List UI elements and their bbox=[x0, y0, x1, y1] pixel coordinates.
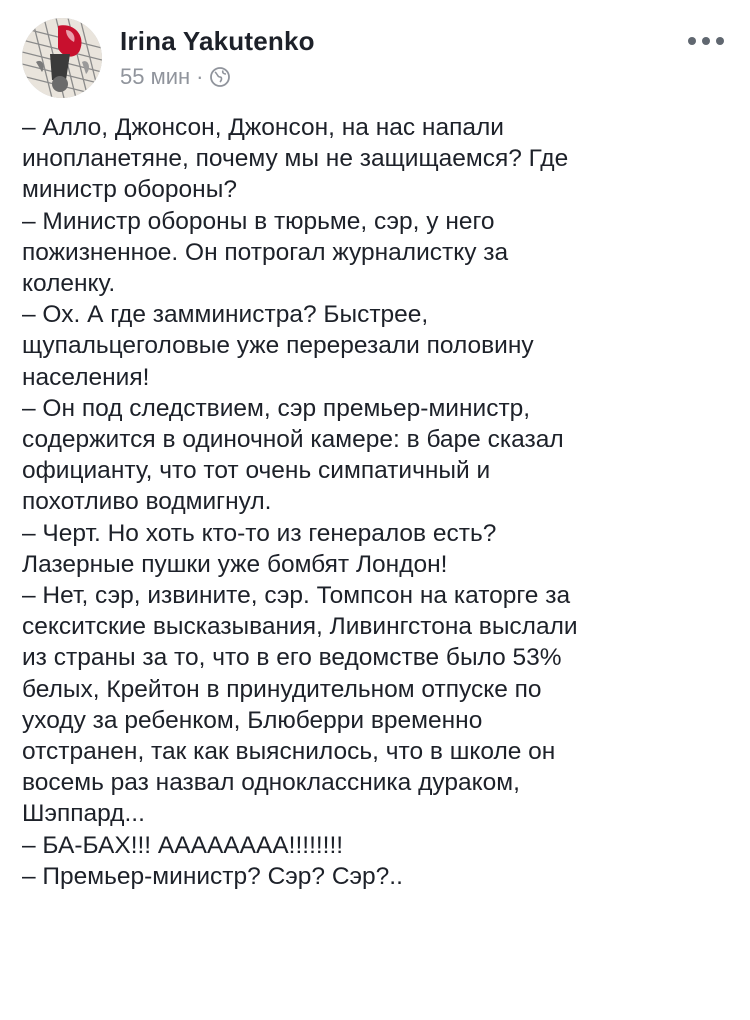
more-dot bbox=[716, 37, 724, 45]
avatar[interactable] bbox=[22, 18, 102, 98]
post-timestamp[interactable]: 55 мин bbox=[120, 64, 191, 89]
post-header bbox=[22, 18, 728, 98]
more-dot bbox=[688, 37, 696, 45]
post-meta bbox=[120, 64, 231, 90]
meta-separator: · bbox=[196, 64, 204, 89]
author-name[interactable]: Irina Yakutenko bbox=[120, 26, 315, 56]
avatar-image bbox=[22, 18, 102, 98]
post-text: – Алло, Джонсон, Джонсон, на нас напали инопланетяне, почему мы не защищаемся? Где министр обороны? – Министр обороны в тюрьме, сэр, у него пожизненное. Он потрогал журналистку за коленку. – Ох. А где замминистра? Быстрее, щупальцеголовые уже перерезали половину населения! – Он под следствием, сэр премьер-министр, содержится в одиночной камере: в баре сказал официанту, что тот очень симпатичный и похотливо водмигнул. – Черт. Но хоть кто-то из генералов есть? Лазерные пушки уже бомбят Лондон! – Нет, сэр, извините, сэр. Томпсон на каторге за секситские высказывания, Ливингстона выслали из страны за то, что в его ведомстве было 53% белых, Крейтон в принудительном отпуске по уходу за ребенком, Блюберри временно отстранен, так как выяснилось, что в школе он восемь раз назвал одноклассника дураком, Шэппард... – БА-БАХ!!! АААААААА!!!!!!!! – Премьер-министр? Сэр? Сэр?.. bbox=[22, 114, 578, 890]
globe-icon[interactable] bbox=[209, 66, 231, 88]
more-options-icon[interactable] bbox=[688, 34, 724, 48]
more-dot bbox=[702, 37, 710, 45]
